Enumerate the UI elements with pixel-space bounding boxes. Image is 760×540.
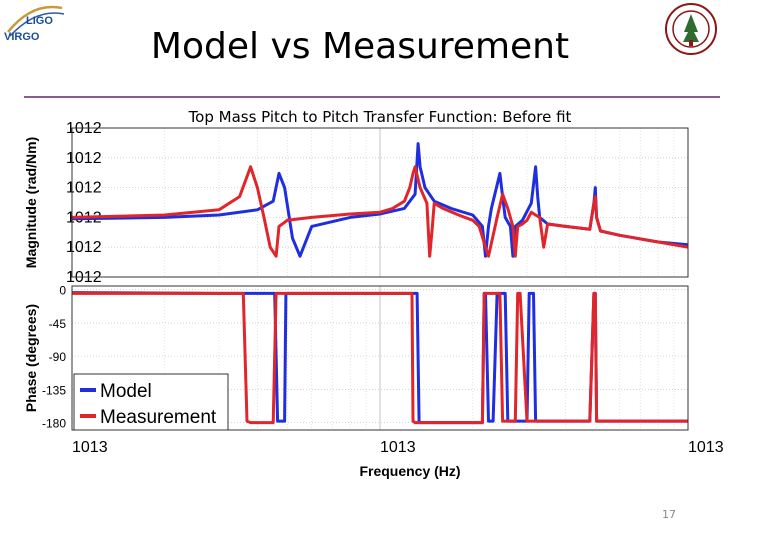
slide-title: Model vs Measurement: [150, 26, 570, 67]
svg-text:1013: 1013: [72, 439, 108, 456]
svg-text:1013: 1013: [380, 439, 416, 456]
y-tick-label: 0: [59, 283, 66, 298]
y-tick-label: -45: [48, 316, 66, 331]
legend-label-measurement: Measurement: [100, 407, 217, 428]
bode-plot: [0, 118, 724, 488]
slide-number: 17: [662, 508, 676, 521]
y-axis-label: Phase (degrees): [23, 303, 39, 413]
svg-text:1012: 1012: [66, 269, 102, 286]
svg-text:1012: 1012: [66, 120, 102, 137]
svg-text:1012: 1012: [66, 149, 102, 167]
title-divider: [24, 96, 720, 98]
svg-text:1012: 1012: [66, 179, 102, 197]
chart-title: Top Mass Pitch to Pitch Transfer Function: Before fit: [188, 108, 572, 126]
y-axis-label: Magnitude (rad/Nm): [23, 136, 39, 269]
virgo-logo-text: VIRGO: [4, 31, 40, 43]
svg-text:1012: 1012: [66, 239, 102, 257]
legend-label-model: Model: [100, 381, 152, 402]
y-tick-label: -135: [41, 383, 66, 398]
svg-text:1012: 1012: [66, 209, 102, 227]
svg-text:1013: 1013: [688, 439, 724, 456]
y-tick-label: -90: [48, 350, 66, 365]
y-tick-label: -180: [41, 416, 66, 431]
ligo-logo-text: LIGO: [26, 15, 53, 27]
x-axis-label: Frequency (Hz): [359, 463, 461, 479]
